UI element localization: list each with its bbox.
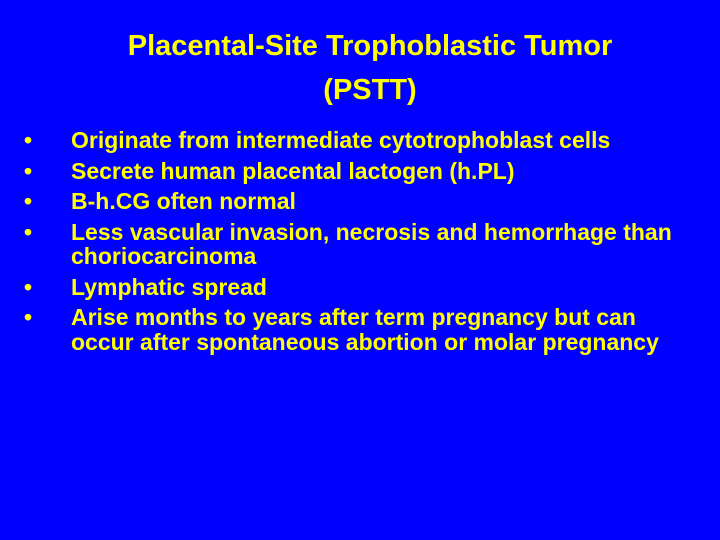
title-line-2: (PSTT)	[323, 74, 417, 106]
bullet-text: Less vascular invasion, necrosis and hemorrhage than choriocarcinoma	[71, 218, 672, 269]
slide-title	[40, 24, 700, 112]
bullet-text: Secrete human placental lactogen (h.PL)	[71, 157, 515, 184]
bullet-text: Lymphatic spread	[71, 273, 267, 300]
bullet-text: Originate from intermediate cytotrophoblast cells	[71, 127, 611, 153]
bullet-marker: •	[23, 273, 33, 300]
title-line-1: Placental-Site Trophoblastic Tumor	[127, 30, 613, 62]
bullet-list	[18, 128, 678, 360]
bullet-marker: •	[23, 188, 33, 214]
bullet-item	[18, 128, 678, 153]
bullet-item	[18, 275, 678, 300]
bullet-item	[18, 305, 678, 354]
bullet-marker: •	[23, 218, 33, 245]
bullet-marker: •	[23, 157, 33, 184]
bullet-marker: •	[23, 304, 33, 330]
bullet-item	[18, 189, 678, 214]
bullet-text: B-h.CG often normal	[71, 188, 296, 214]
bullet-marker: •	[23, 127, 33, 153]
bullet-item	[18, 159, 678, 184]
bullet-text: Arise months to years after term pregnancy but can occur after spontaneous abortion or molar pregnancy	[71, 304, 659, 355]
bullet-item	[18, 220, 678, 269]
